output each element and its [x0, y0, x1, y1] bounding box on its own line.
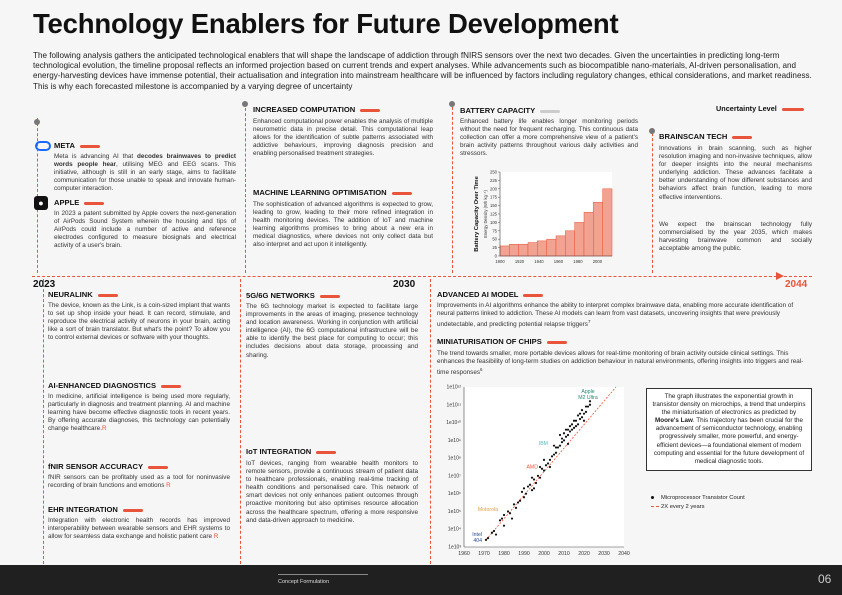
moore-ytick-label: 1e10⁴	[447, 526, 461, 533]
battery-timeline-stem	[452, 102, 453, 273]
neuralink-body: The device, known as the Link, is a coin-sized implant that wants to set up shop inside your head. It can record, stimulate, and reproduce the electrical activity of neurons in your brain, acting like a sort of brain translator. But what's the point? To allow you to control external devices or software with your thoughts.	[48, 302, 230, 342]
battery-bar	[584, 212, 593, 256]
timeline-mid-year: 2030	[393, 279, 416, 290]
legend-item-transistors	[651, 494, 745, 503]
battery-ytick-label: 225	[490, 177, 497, 183]
battery-bar	[556, 236, 565, 256]
moore-ytick-label: 1e10¹¹	[446, 402, 461, 409]
annotation-line: Intel	[472, 531, 482, 538]
meta-dot	[34, 119, 40, 125]
increased-computation-body: Enhanced computational power enables the analysis of multiple neurometric data in precise detail. This computational leap allows for the identification of subtle patterns associated with addictive behaviours, improving diagnosis precision and enabling personalised treatment strategies.	[253, 118, 433, 158]
annotation-line: 404	[473, 537, 482, 544]
brainscan-title: BRAINSCAN TECH	[659, 132, 752, 141]
transistor-point	[561, 441, 563, 443]
meta-infinity-icon	[35, 141, 51, 151]
battery-capacity-title: BATTERY CAPACITY	[460, 106, 560, 115]
transistor-point	[563, 432, 565, 434]
battery-xtick-label: 2000	[592, 259, 603, 264]
brainscan-dot	[649, 128, 655, 134]
transistor-point	[555, 446, 557, 448]
computation-timeline-stem	[245, 103, 246, 273]
transistor-point	[501, 517, 503, 519]
ai-diagnostics-title: AI-ENHANCED DIAGNOSTICS	[48, 381, 181, 390]
transistor-point	[557, 446, 559, 448]
transistor-point	[585, 411, 587, 413]
brainscan-timeline-stem	[652, 128, 653, 273]
battery-ylabel-units: Energy Density (Wh kg⁻¹)	[483, 190, 488, 238]
transistor-point	[565, 429, 567, 431]
moore-ytick-label: 1e10⁷	[448, 473, 461, 480]
transistor-point	[485, 539, 487, 541]
transistor-point	[573, 427, 575, 429]
page-number: 06	[818, 572, 832, 586]
moore-ytick-label: 1e10¹²	[446, 384, 461, 391]
annotation-motorola: Motorola	[477, 507, 498, 513]
timeline-line	[32, 276, 812, 277]
transistor-point	[581, 416, 583, 418]
transistor-point	[517, 501, 519, 503]
transistor-point	[543, 459, 545, 461]
transistor-point	[577, 414, 579, 416]
transistor-point	[559, 434, 561, 436]
timeline-start-year: 2023	[33, 279, 56, 290]
battery-ytick-label: 75	[492, 228, 497, 234]
ehr-integration-body: Integration with electronic health records has improved interoperability between wearable sensors and EHR systems to allow for seamless data exchange and holistic patient care R	[48, 517, 230, 541]
battery-bar	[519, 244, 528, 256]
transistor-point	[531, 477, 533, 479]
moore-xtick-label: 1970	[478, 551, 490, 557]
transistor-point	[491, 532, 493, 534]
transistor-count-chart	[440, 381, 640, 559]
fnir-accuracy-title: fNIR SENSOR ACCURACY	[48, 462, 168, 471]
transistor-point	[551, 455, 553, 457]
transistor-point	[563, 439, 565, 441]
meta-body: Meta is advancing AI that decodes brainwaves to predict words people hear, utilising MEG and EEG scans. This initiative, although is still in an early stage, aims to facilitate communication for those unable to speak and innovate human-computer interaction.	[54, 153, 236, 193]
transistor-point	[499, 519, 501, 521]
transistor-point	[577, 423, 579, 425]
battery-ytick-label: 0	[494, 253, 497, 259]
battery-bar	[575, 222, 584, 256]
neuralink-timeline-stem	[43, 279, 44, 564]
apple-title: APPLE	[54, 198, 104, 207]
moore-ytick-label: 1e10⁸	[447, 455, 461, 462]
transistor-point	[559, 445, 561, 447]
moore-xtick-label: 1990	[518, 551, 530, 557]
footer-line	[278, 574, 368, 575]
meta-title: META	[54, 141, 100, 150]
transistor-point	[533, 487, 535, 489]
annotation-ibm: IBM	[538, 441, 548, 448]
transistor-point	[525, 493, 527, 495]
transistor-point	[521, 491, 523, 493]
ml-optimisation-body: The sophistication of advanced algorithms is expected to grow, leading to grow, leading to their more refined integration in health monitoring devices. The addition of IoT and machine learning algorithms promises to bring about a new era in medical diagnostics, where devices not only collect data but also interpret and act upon it intelligently.	[253, 201, 433, 249]
battery-bar	[537, 241, 546, 256]
moore-xtick-label: 1960	[458, 551, 470, 557]
transistor-point	[523, 496, 525, 498]
moore-xtick-label: 1980	[498, 551, 510, 557]
moores-law-note: The graph illustrates the exponential growth in transistor density on microchips, a trend that underpins the miniaturisation of electronics as predicted by Moore's Law. This trajectory has been crucial for the advancement of semiconductor technology, enabling progressively smaller, more powerful, and energy-efficient devices—a foundational element of modern computing and essential for the future development of medical diagnostic tools.	[646, 388, 812, 471]
annotation-amd: AMD	[526, 464, 538, 471]
transistor-point	[535, 482, 537, 484]
transistor-point	[573, 420, 575, 422]
transistor-point	[543, 469, 545, 471]
transistor-point	[569, 430, 571, 432]
g6-networks-title: 5G/6G NETWORKS	[246, 291, 340, 300]
legend-label-transistors: Microprocessor Transistor Count	[661, 495, 745, 501]
transistor-point	[529, 484, 531, 486]
battery-ytick-label: 200	[490, 186, 497, 192]
transistor-point	[575, 420, 577, 422]
battery-dot	[449, 101, 455, 107]
iot-integration-title: IoT INTEGRATION	[246, 447, 336, 456]
legend-dashed-line-icon	[651, 506, 659, 507]
moore-xtick-label: 2040	[618, 551, 630, 557]
transistor-point	[539, 466, 541, 468]
battery-ytick-label: 175	[490, 194, 497, 200]
g6-timeline-stem	[240, 279, 241, 564]
apple-body: In 2023 a patent submitted by Apple covers the next-generation of AirPods Sound System wherein the housing and tips of AirPods could include a number of active and reference electrodes configured to measure biosignals and electrical activity of a user's brain.	[54, 210, 236, 250]
brainscan-body-2: We expect the brainscan technology fully commercialised by the year 2035, which makes harvesting brainwave common and socially acceptable among the public.	[659, 221, 812, 253]
transistor-point	[569, 425, 571, 427]
advanced-ai-title: ADVANCED AI MODEL	[437, 290, 543, 299]
transistor-point	[507, 510, 509, 512]
computation-dot	[242, 101, 248, 107]
increased-computation-title: INCREASED COMPUTATION	[253, 105, 380, 114]
transistor-point	[567, 429, 569, 431]
battery-xtick-label: 1960	[553, 259, 564, 264]
transistor-point	[495, 533, 497, 535]
moore-ytick-label: 1e10⁶	[447, 491, 461, 498]
timeline-arrow-icon	[776, 272, 784, 280]
fnir-accuracy-body: fNIR sensors can be profitably used as a tool for noninvasive recording of brain functions and emotions R	[48, 474, 230, 490]
battery-bar	[547, 239, 556, 256]
transistor-point	[515, 507, 517, 509]
brainscan-body-1: Innovations in brain scanning, such as higher resolution imaging and non-invasive techniques, allow for deeper insights into the neural mechanisms underlying addiction. These advances facilitate a better understanding of how different substances and behaviors affect brain function, leading to more effective interventions.	[659, 145, 812, 201]
annotation-line: Apple	[581, 389, 595, 395]
transistor-point	[567, 434, 569, 436]
moore-ytick-label: 1e10⁵	[447, 508, 461, 515]
moore-ytick-label: 1e10⁹	[447, 437, 461, 444]
transistor-point	[487, 537, 489, 539]
transistor-point	[519, 500, 521, 502]
uncertainty-level-label: Uncertainty Level	[716, 104, 804, 113]
legend-item-trend	[651, 503, 745, 512]
battery-ylabel: Battery Capacity Over Time	[474, 176, 480, 252]
transistor-point	[539, 477, 541, 479]
transistor-point	[523, 487, 525, 489]
transistor-point	[585, 405, 587, 407]
transistor-point	[583, 420, 585, 422]
moore-ytick-label: 1e10³	[448, 544, 461, 551]
chart-legend	[651, 494, 745, 512]
moore-plot-area	[464, 387, 624, 547]
moore-xtick-label: 2000	[538, 551, 550, 557]
footer-label: Concept Formulation	[278, 579, 330, 585]
transistor-point	[579, 418, 581, 420]
battery-bar	[500, 246, 509, 256]
transistor-point	[545, 464, 547, 466]
battery-ytick-label: 25	[492, 245, 497, 251]
battery-xtick-label: 1980	[573, 259, 583, 264]
battery-xtick-label: 1920	[514, 259, 525, 264]
transistor-point	[583, 413, 585, 415]
battery-bar	[603, 189, 612, 256]
transistor-point	[509, 512, 511, 514]
transistor-point	[527, 485, 529, 487]
battery-bar	[528, 243, 537, 256]
transistor-point	[561, 437, 563, 439]
transistor-point	[549, 466, 551, 468]
page-title: Technology Enablers for Future Development	[33, 8, 619, 39]
moore-ytick-label: 1e10¹⁰	[446, 420, 461, 427]
transistor-point	[553, 445, 555, 447]
intro-paragraph: The following analysis gathers the anticipated technological enablers that will shape the landscape of addiction through fNIRS sensors over the next two decades. Given the uncertainties in predicting long-term technological evolution, the timeline proposal reflects an informed projection based on current trends and expert analyses. While advancements such as biocompatible nano-materials, AI-driven personalisation, and energy-harvesting devices have immense potential, their actualisation and integration into mainstream healthcare will be influenced by factors including regulatory changes, ethical considerations, and market readiness. This is why each forecasted milestone is accompanied by a varying degree of uncertainty	[33, 51, 812, 91]
transistor-point	[565, 436, 567, 438]
advanced-ai-body: Improvements in AI algorithms enhance the ability to interpret complex brainwave data, enabling more accurate identification of neural patterns linked to addiction. These AI models can learn from vast datasets, uncovering insights that were previously undetectable, and predicting potential relapse triggers$^7$	[437, 302, 794, 329]
transistor-point	[549, 459, 551, 461]
moore-xtick-label: 2020	[578, 551, 590, 557]
moore-xtick-label: 2010	[558, 551, 570, 557]
legend-dot-icon	[651, 496, 654, 499]
battery-bar	[565, 231, 574, 256]
transistor-point	[503, 514, 505, 516]
g6-networks-body: The 6G technology market is expected to facilitate large improvements in the areas of imaging, presence technology and location awareness. Working in conjunction with artificial intelligence (AI), the 6G computational infrastructure will be able to identify the best place for computing to occur; this includes decisions about data storage, processing and sharing.	[246, 303, 418, 359]
battery-ytick-label: 125	[490, 211, 497, 217]
transistor-point	[537, 475, 539, 477]
moore-xtick-label: 2030	[598, 551, 610, 557]
neuralink-title: NEURALINK	[48, 290, 118, 299]
annotation-intel	[472, 532, 482, 544]
transistor-point	[571, 423, 573, 425]
battery-capacity-body: Enhanced battery life enables longer monitoring periods without the need for frequent recharging. This continuous data collection can offer a more comprehensive view of a patient's brain activity patterns throughout various daily activities and stressors.	[460, 118, 638, 158]
transistor-point	[513, 503, 515, 505]
battery-ytick-label: 50	[492, 236, 497, 242]
annotation-line: M2 Ultra	[578, 395, 598, 401]
transistor-point	[589, 404, 591, 406]
transistor-point	[555, 452, 557, 454]
battery-xtick-label: 1940	[534, 259, 544, 264]
transistor-point	[553, 453, 555, 455]
apple-logo-icon: ●	[34, 196, 48, 210]
transistor-point	[575, 425, 577, 427]
transistor-point	[567, 443, 569, 445]
battery-ytick-label: 250	[490, 169, 497, 175]
transistor-point	[533, 478, 535, 480]
timeline-end-year: 2044	[785, 279, 808, 290]
battery-bar	[509, 244, 518, 256]
transistor-point	[493, 530, 495, 532]
battery-ytick-label: 100	[490, 219, 497, 225]
transistor-point	[579, 413, 581, 415]
transistor-point	[581, 409, 583, 411]
battery-capacity-chart	[470, 166, 620, 268]
ml-optimisation-title: MACHINE LEARNING OPTIMISATION	[253, 188, 412, 197]
legend-label-trend: 2X every 2 years	[661, 504, 705, 510]
iot-integration-body: IoT devices, ranging from wearable health monitors to remote sensors, provide a continuous stream of patient data to healthcare professionals, enabling real-time tracking of health conditions and personalised care. This network of smart devices not only enhances patient outcomes through proactive monitoring but also optimises resource allocation across the healthcare spectrum, offering a more responsive and data-driven approach to medicine.	[246, 460, 418, 524]
ai-timeline-stem	[430, 279, 431, 564]
miniaturisation-body: The trend towards smaller, more portable devices allows for real-time monitoring of brain activity outside clinical settings. This enhances the feasibility of long-term studies on addiction behaviour in natural environments, offering insights into triggers and real-time responses$^6$	[437, 350, 804, 377]
miniaturisation-title: MINIATURISATION OF CHIPS	[437, 337, 567, 346]
transistor-point	[571, 429, 573, 431]
transistor-point	[547, 462, 549, 464]
battery-bar	[593, 202, 602, 256]
battery-xtick-label: 1900	[495, 259, 505, 264]
transistor-point	[511, 517, 513, 519]
ehr-integration-title: EHR INTEGRATION	[48, 505, 143, 514]
battery-ytick-label: 150	[490, 203, 497, 209]
ai-diagnostics-body: In medicine, artificial intelligence is being used more regularly, particularly in diagnosis and treatment planning. AI and machine learning have become effective diagnostic tools in recent years. By offering accurate diagnoses, this technology can potentially change healthcare.R	[48, 393, 230, 433]
footer-bar	[0, 565, 842, 595]
transistor-point	[541, 468, 543, 470]
transistor-point	[503, 525, 505, 527]
transistor-point	[531, 489, 533, 491]
transistor-point	[587, 405, 589, 407]
